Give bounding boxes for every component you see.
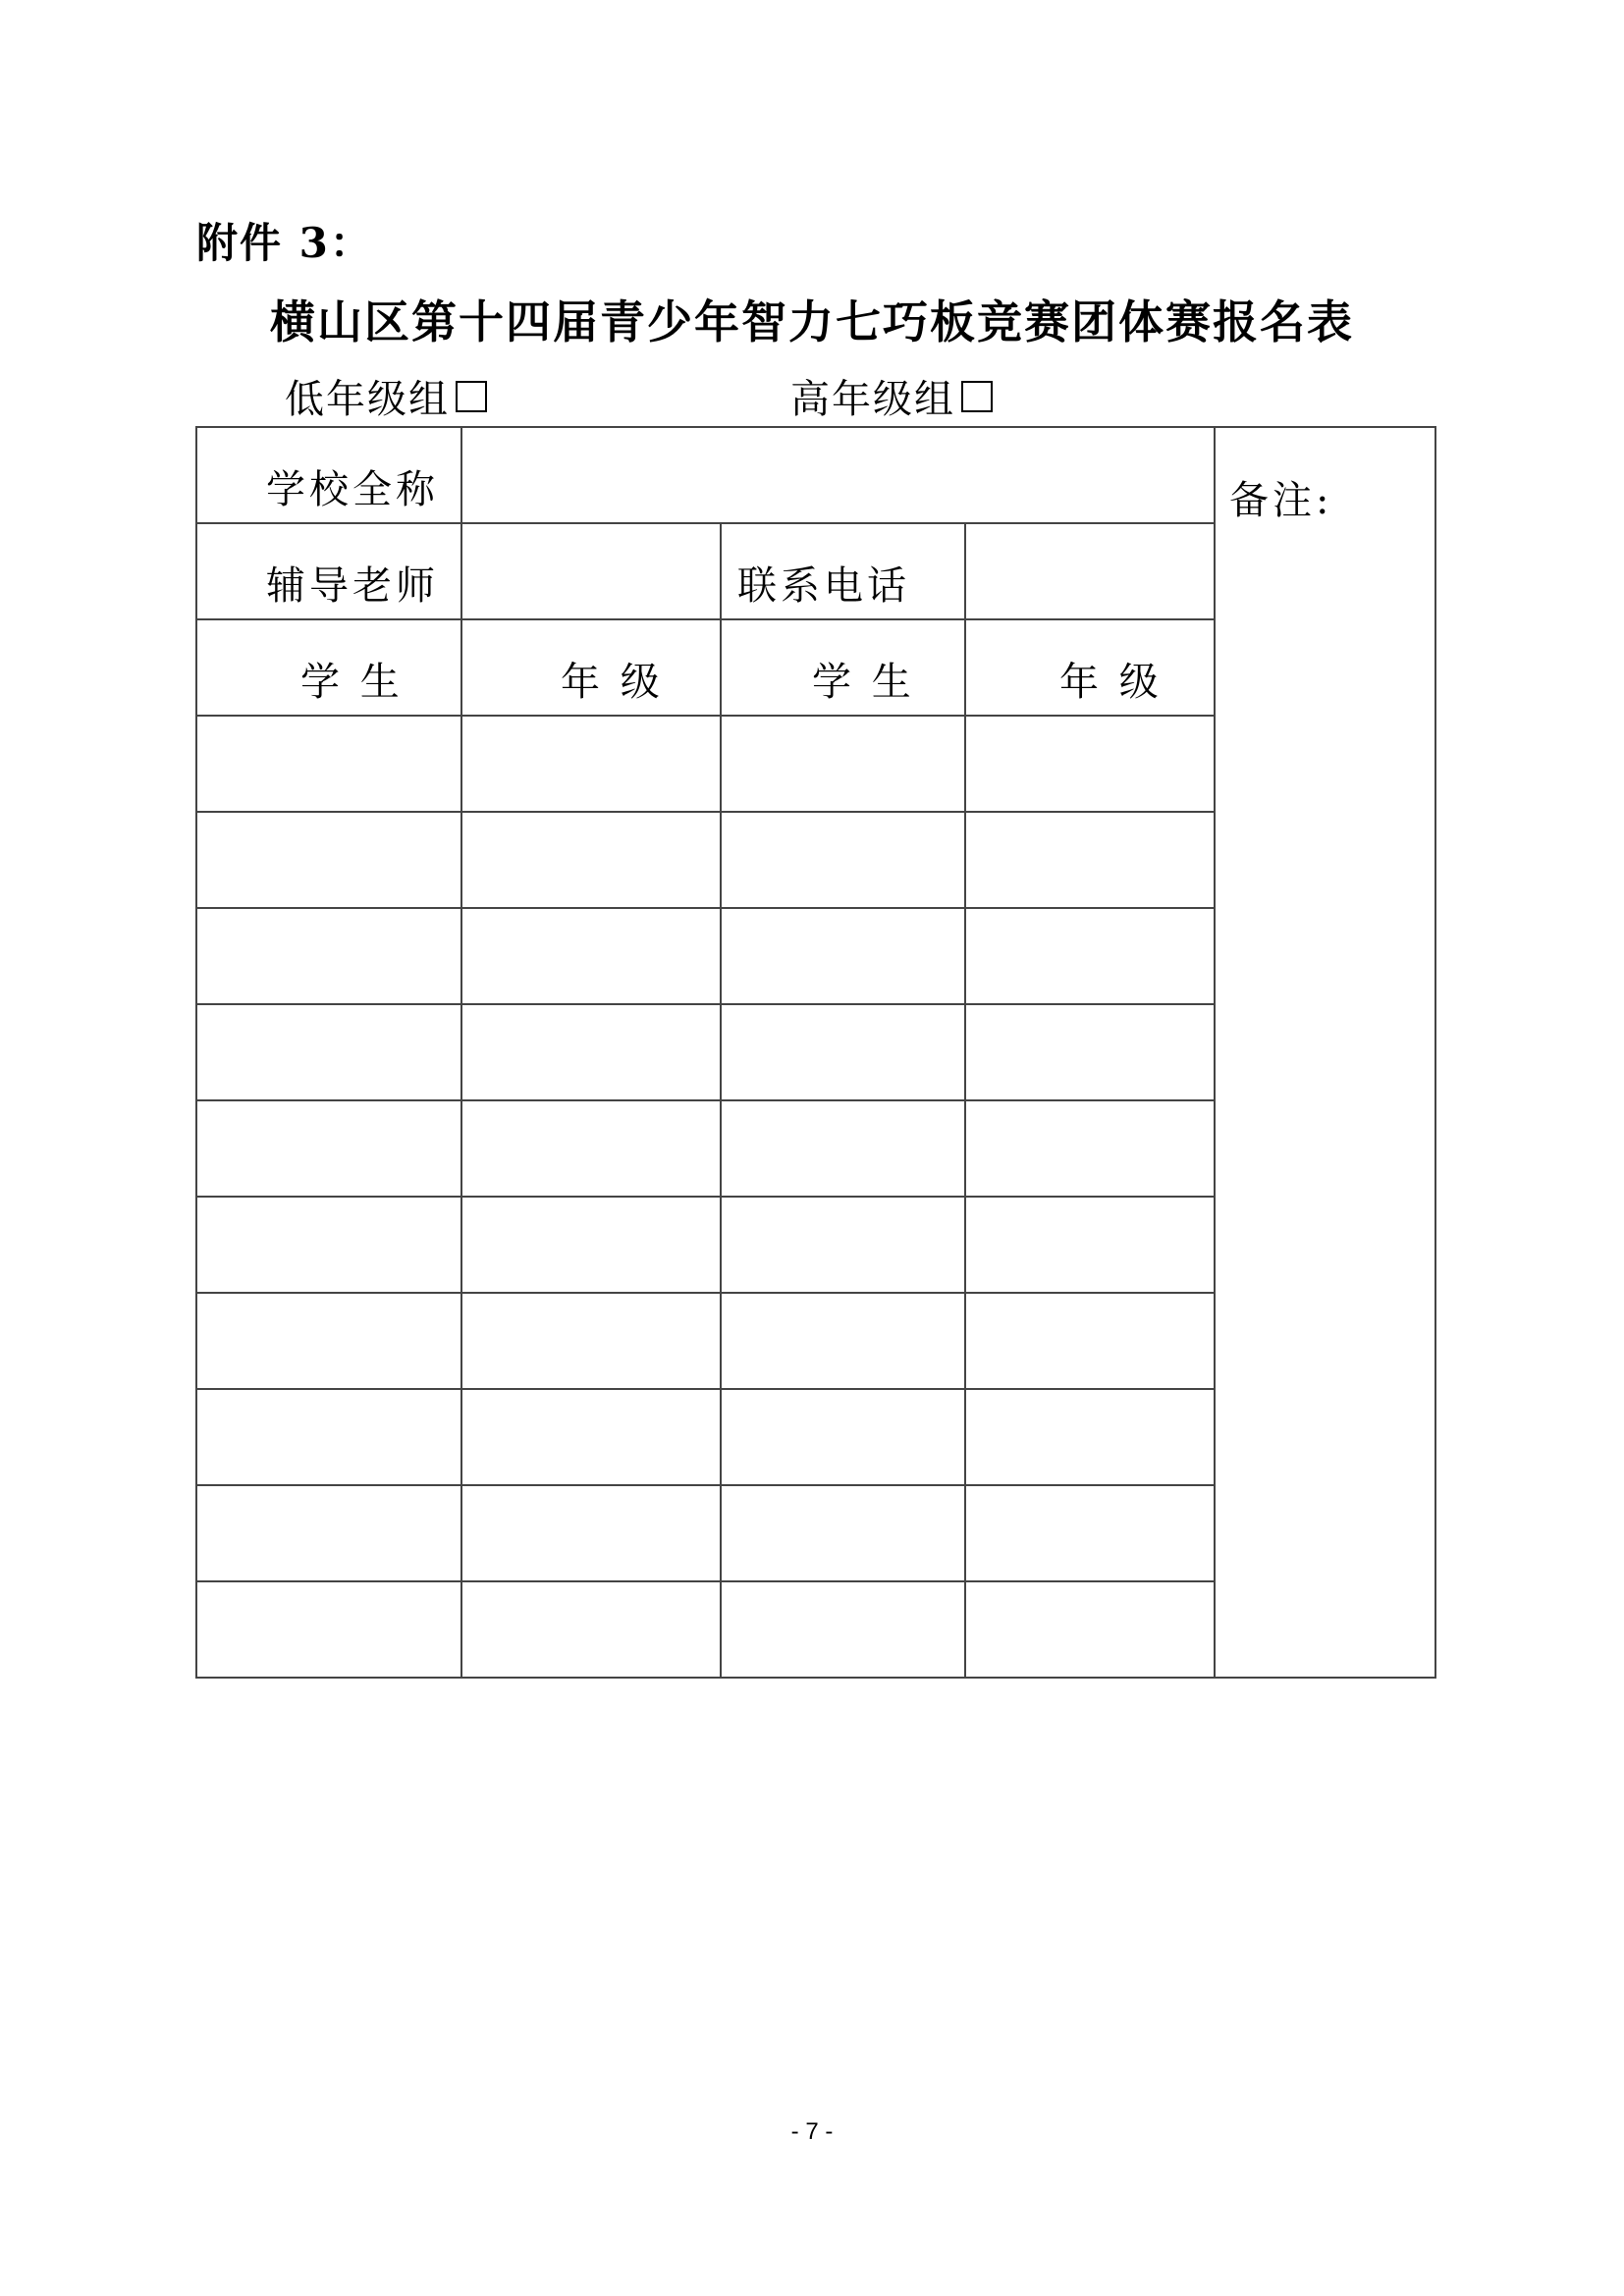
grade-cell[interactable] — [965, 1100, 1215, 1197]
grade-cell[interactable] — [461, 1100, 721, 1197]
teacher-label: 辅导老师 — [196, 523, 461, 619]
grade-cell[interactable] — [965, 908, 1215, 1004]
phone-label: 联系电话 — [721, 523, 965, 619]
page-number: - 7 - — [790, 2118, 834, 2145]
student-cell[interactable] — [721, 1197, 965, 1293]
remarks-field[interactable] — [1215, 427, 1435, 1678]
grade-header: 年 级 — [965, 619, 1215, 716]
form-title: 横山区第十四届青少年智力七巧板竞赛团体赛报名表 — [270, 295, 1354, 348]
student-cell[interactable] — [721, 908, 965, 1004]
student-cell[interactable] — [721, 812, 965, 908]
student-header: 学 生 — [196, 619, 461, 716]
grade-cell[interactable] — [461, 1197, 721, 1293]
grade-cell[interactable] — [965, 1581, 1215, 1678]
student-cell[interactable] — [196, 1293, 461, 1389]
grade-cell[interactable] — [461, 1293, 721, 1389]
student-cell[interactable] — [196, 1581, 461, 1678]
teacher-field[interactable] — [461, 523, 721, 619]
student-cell[interactable] — [721, 1581, 965, 1678]
grade-cell[interactable] — [461, 908, 721, 1004]
student-cell[interactable] — [721, 1100, 965, 1197]
grade-header: 年 级 — [461, 619, 721, 716]
student-cell[interactable] — [721, 1485, 965, 1581]
student-cell[interactable] — [721, 1004, 965, 1100]
school-name-label: 学校全称 — [196, 427, 461, 523]
student-cell[interactable] — [196, 1389, 461, 1485]
student-cell[interactable] — [721, 1293, 965, 1389]
student-cell[interactable] — [196, 1197, 461, 1293]
grade-cell[interactable] — [461, 812, 721, 908]
student-header: 学 生 — [721, 619, 965, 716]
grade-cell[interactable] — [965, 812, 1215, 908]
remarks-label: 备注: — [1229, 478, 1333, 523]
grade-cell[interactable] — [965, 1389, 1215, 1485]
grade-cell[interactable] — [461, 1485, 721, 1581]
grade-cell[interactable] — [965, 716, 1215, 812]
student-cell[interactable] — [196, 1485, 461, 1581]
student-cell[interactable] — [721, 716, 965, 812]
grade-cell[interactable] — [461, 716, 721, 812]
student-cell[interactable] — [196, 908, 461, 1004]
low-grade-group-label: 低年级组 — [285, 377, 450, 422]
grade-cell[interactable] — [461, 1004, 721, 1100]
school-name-field[interactable] — [461, 427, 1215, 523]
grade-cell[interactable] — [461, 1389, 721, 1485]
grade-cell[interactable] — [965, 1485, 1215, 1581]
low-grade-group-option[interactable] — [285, 368, 487, 424]
school-row — [196, 427, 1435, 523]
student-cell[interactable] — [196, 812, 461, 908]
student-cell[interactable] — [721, 1389, 965, 1485]
low-grade-checkbox[interactable] — [456, 381, 487, 412]
student-cell[interactable] — [196, 716, 461, 812]
grade-cell[interactable] — [965, 1293, 1215, 1389]
grade-cell[interactable] — [461, 1581, 721, 1678]
student-cell[interactable] — [196, 1100, 461, 1197]
high-grade-checkbox[interactable] — [961, 381, 993, 412]
grade-cell[interactable] — [965, 1004, 1215, 1100]
high-grade-group-option[interactable] — [790, 368, 993, 424]
high-grade-group-label: 高年级组 — [790, 377, 955, 422]
attachment-label: 附件 3： — [196, 219, 373, 267]
grade-cell[interactable] — [965, 1197, 1215, 1293]
registration-table — [195, 426, 1436, 1679]
student-cell[interactable] — [196, 1004, 461, 1100]
phone-field[interactable] — [965, 523, 1215, 619]
